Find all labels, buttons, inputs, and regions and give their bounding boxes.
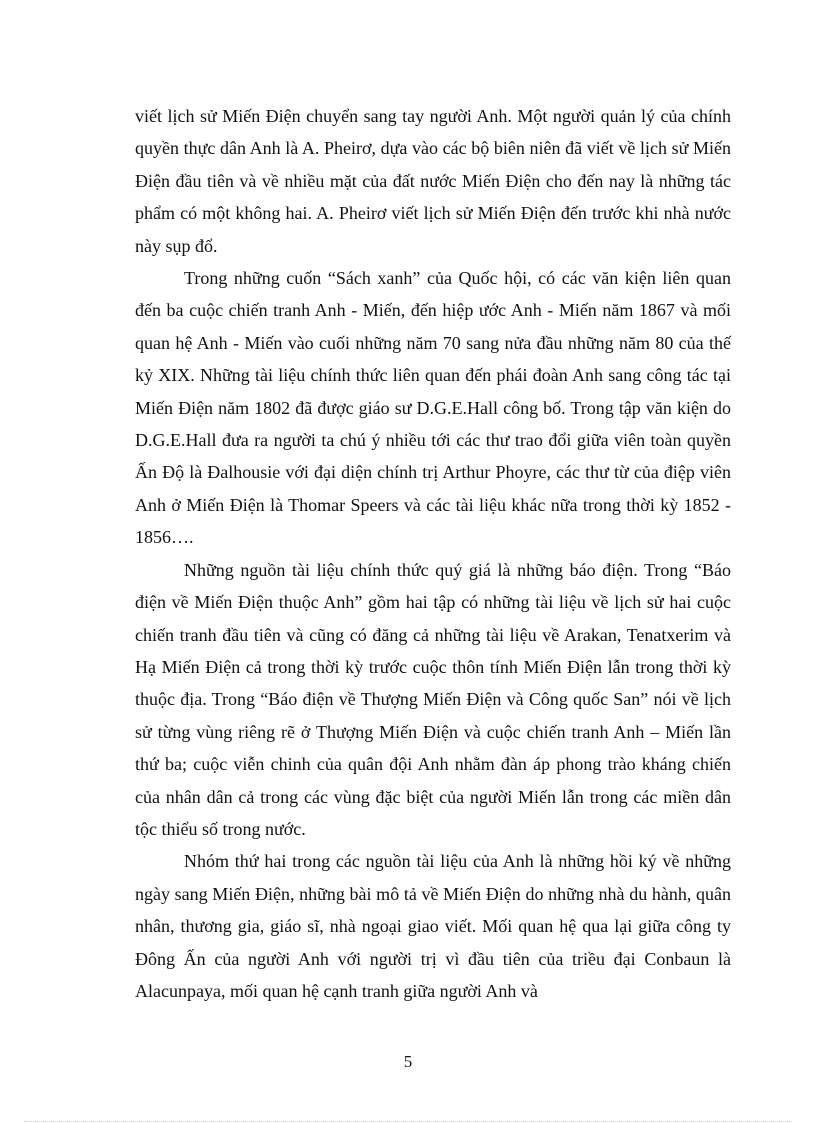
paragraph-memoirs: Nhóm thứ hai trong các nguồn tài liệu của Anh là những hồi ký về những ngày sang Miến Điện, những bài mô tả về Miến Điện do những nhà du hành, quân nhân, thương gia, giáo sĩ, nhà ngoại giao viết. Mối quan hệ qua lại giữa công ty Đông Ấn của người Anh với người trị vì đầu tiên của triều đại Conbaun là Alacunpaya, mối quan hệ cạnh tranh giữa người Anh và <box>135 851 731 1001</box>
page-number: 5 <box>403 1052 413 1071</box>
footer-divider <box>24 1121 792 1122</box>
paragraph-blue-books: Trong những cuốn “Sách xanh” của Quốc hội, có các văn kiện liên quan đến ba cuộc chiến tranh Anh - Miến, đến hiệp ước Anh - Miến năm 1867 và mối quan hệ Anh - Miến vào cuối những năm 70 sang nửa đầu những năm 80 của thế kỷ XIX. Những tài liệu chính thức liên quan đến phái đoàn Anh sang công tác tại Miến Điện năm 1802 đã được giáo sư D.G.E.Hall công bố. Trong tập văn kiện do D.G.E.Hall đưa ra người ta chú ý nhiều tới các thư trao đổi giữa viên toàn quyền Ấn Độ là Đalhousie với đại diện chính trị Arthur Phoyre, các thư từ của điệp viên Anh ở Miến Điện là Thomar Speers và các tài liệu khác nữa trong thời kỳ 1852 - 1856…. <box>135 268 731 548</box>
paragraph-telegrams: Những nguồn tài liệu chính thức quý giá là những báo điện. Trong “Báo điện về Miến Điện thuộc Anh” gồm hai tập có những tài liệu về lịch sử hai cuộc chiến tranh đầu tiên và cũng có đăng cả những tài liệu về Arakan, Tenatxerim và Hạ Miến Điện cả trong thời kỳ trước cuộc thôn tính Miến Điện lẫn trong thời kỳ thuộc địa. Trong “Báo điện về Thượng Miến Điện và Công quốc San” nói về lịch sử từng vùng riêng rẽ ở Thượng Miến Điện và cuộc chiến tranh Anh – Miến lần thứ ba; cuộc viễn chinh của quân đội Anh nhằm đàn áp phong trào kháng chiến của nhân dân cả trong các vùng đặc biệt của người Miến lẫn trong các miền dân tộc thiểu số trong nước. <box>135 559 731 839</box>
document-body <box>135 100 731 1007</box>
paragraph-continuation: viết lịch sử Miến Điện chuyển sang tay người Anh. Một người quản lý của chính quyền thực dân Anh là A. Pheirơ, dựa vào các bộ biên niên đã viết về lịch sử Miến Điện đầu tiên và về nhiều mặt của đất nước Miến Điện cho đến nay là những tác phẩm có một không hai. A. Pheirơ viết lịch sử Miến Điện đến trước khi nhà nước này sụp đổ. <box>135 106 731 256</box>
